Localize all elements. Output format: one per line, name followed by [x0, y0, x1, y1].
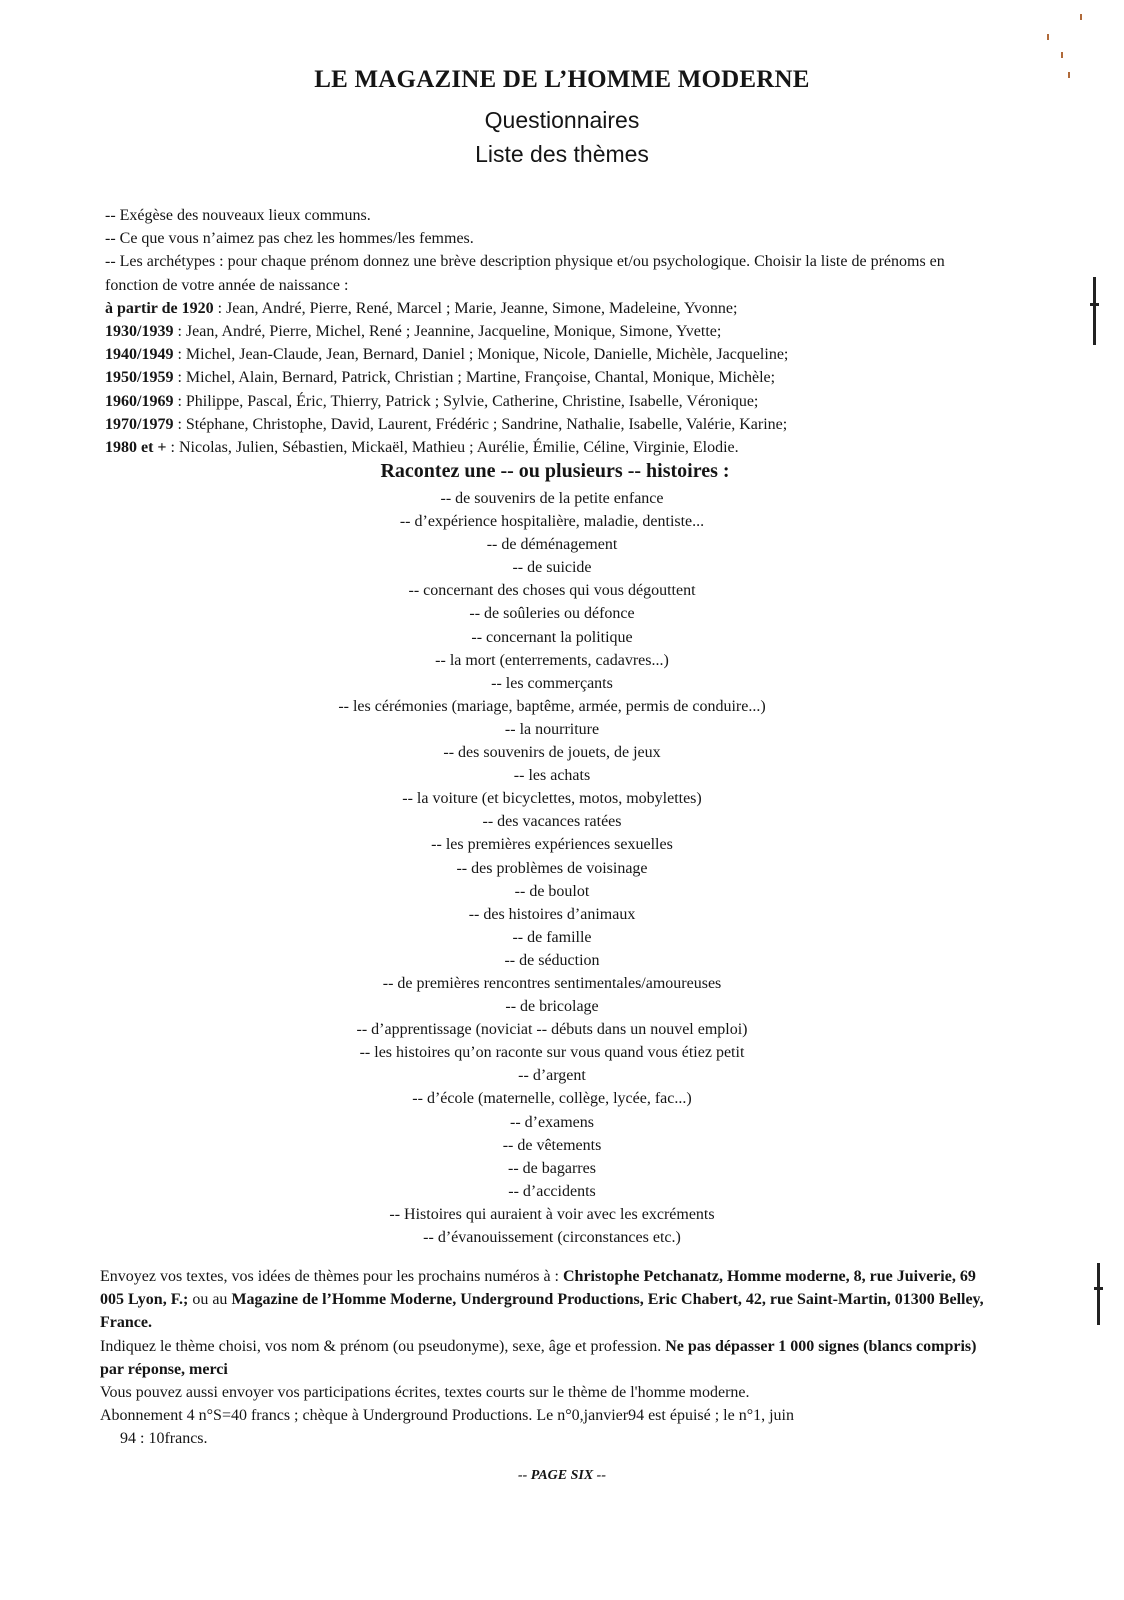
- list-item: -- les cérémonies (mariage, baptême, armée, permis de conduire...): [338, 697, 766, 715]
- paper-speck: [1047, 34, 1049, 40]
- paper-speck: [1068, 72, 1070, 78]
- list-item: -- de boulot: [514, 882, 590, 900]
- paper-speck: [1080, 14, 1082, 20]
- address-lyon: Christophe Petchanatz, Homme moderne, 8, rue Juiverie, 69 005 Lyon, F.;: [100, 1268, 976, 1309]
- names-period: à partir de 1920: [105, 299, 214, 317]
- names-row: [105, 390, 975, 413]
- stories-heading: Racontez une -- ou plusieurs -- histoires :: [380, 460, 730, 482]
- list-item: -- la mort (enterrements, cadavres...): [435, 651, 669, 669]
- list-item: -- les commerçants: [491, 674, 613, 692]
- names-period: 1960/1969: [105, 392, 174, 410]
- list-item: -- des histoires d’animaux: [468, 905, 636, 923]
- names-row: [105, 366, 975, 389]
- length-limit: Ne pas dépasser 1 000 signes (blancs compris) par réponse, merci: [100, 1337, 977, 1378]
- list-item: -- de suicide: [512, 559, 592, 577]
- binding-mark: [1093, 277, 1096, 345]
- intro-line: -- Exégèse des nouveaux lieux communs.: [105, 207, 371, 224]
- indicate-instructions: [100, 1335, 1000, 1381]
- list-item: -- Histoires qui auraient à voir avec les excréments: [389, 1205, 715, 1223]
- names-row: [105, 436, 975, 459]
- subscription-text: Abonnement 4 n°S=40 francs ; chèque à Underground Productions. Le n°0,janvier94 est épuisé ; le n°1, juin: [100, 1407, 794, 1425]
- binding-mark: [1097, 1263, 1100, 1325]
- list-item: -- d’évanouissement (circonstances etc.): [423, 1229, 681, 1246]
- names-period: 1950/1959: [105, 369, 174, 387]
- names-list: : Nicolas, Julien, Sébastien, Mickaël, Mathieu ; Aurélie, Émilie, Céline, Virginie, Elodie.: [166, 439, 739, 457]
- page-number: -- PAGE SIX --: [517, 1468, 607, 1483]
- list-item: -- concernant des choses qui vous dégouttent: [408, 582, 696, 600]
- list-item: -- de premières rencontres sentimentales/amoureuses: [382, 974, 722, 992]
- list-item: -- de vêtements: [502, 1136, 602, 1154]
- list-item: -- d’examens: [510, 1113, 594, 1131]
- list-item: -- des vacances ratées: [482, 813, 622, 831]
- list-item: -- de bagarres: [508, 1159, 596, 1177]
- list-item: -- d’argent: [518, 1067, 586, 1085]
- list-item: -- les achats: [513, 767, 591, 785]
- theme-list: [0, 487, 1104, 1249]
- list-item: -- concernant la politique: [471, 628, 633, 646]
- list-item: -- les histoires qu’on raconte sur vous quand vous étiez petit: [359, 1044, 745, 1062]
- list-item: -- la voiture (et bicyclettes, motos, mobylettes): [402, 790, 702, 808]
- binding-mark: [1090, 303, 1099, 306]
- names-list: : Jean, André, Pierre, Michel, René ; Jeannine, Jacqueline, Monique, Simone, Yvette;: [173, 323, 722, 341]
- names-period: 1930/1939: [105, 323, 174, 341]
- names-row: [105, 413, 975, 436]
- submission-info: [100, 1265, 1000, 1451]
- list-item: -- d’école (maternelle, collège, lycée, fac...): [412, 1090, 692, 1108]
- paper-speck: [1061, 52, 1063, 58]
- list-item: -- de bricolage: [505, 998, 599, 1016]
- list-item: -- d’apprentissage (noviciat -- débuts dans un nouvel emploi): [356, 1021, 748, 1039]
- list-item: -- de famille: [512, 928, 592, 946]
- also-send-text: Vous pouvez aussi envoyer vos participations écrites, textes courts sur le thème de l'homme moderne.: [100, 1384, 750, 1402]
- subscription-price: 94 : 10francs.: [120, 1430, 208, 1448]
- list-item: -- de soûleries ou défonce: [469, 605, 635, 623]
- names-row: [105, 343, 975, 366]
- page-title: LE MAGAZINE DE L’HOMME MODERNE: [314, 66, 810, 93]
- names-list: : Philippe, Pascal, Éric, Thierry, Patrick ; Sylvie, Catherine, Christine, Isabelle, Véronique;: [173, 392, 759, 410]
- names-list: : Michel, Alain, Bernard, Patrick, Christian ; Martine, Françoise, Chantal, Monique, Michèle;: [173, 369, 776, 387]
- names-period: 1940/1949: [105, 346, 174, 364]
- names-list: : Michel, Jean-Claude, Jean, Bernard, Daniel ; Monique, Nicole, Danielle, Michèle, Jacqueline;: [173, 346, 789, 364]
- binding-mark: [1094, 1287, 1103, 1290]
- list-item: -- des problèmes de voisinage: [456, 859, 648, 877]
- intro-section: [105, 204, 975, 459]
- subtitle-theme-list: Liste des thèmes: [475, 141, 649, 167]
- address-belley: Magazine de l’Homme Moderne, Underground Productions, Eric Chabert, 42, rue Saint-Martin, 01300 Belley, France.: [100, 1291, 984, 1332]
- list-item: -- de séduction: [504, 951, 600, 969]
- list-item: -- de déménagement: [486, 536, 618, 554]
- list-item: -- de souvenirs de la petite enfance: [440, 490, 664, 507]
- list-item: -- la nourriture: [504, 720, 600, 738]
- subtitle-questionnaires: Questionnaires: [484, 107, 640, 133]
- names-period: 1970/1979: [105, 415, 174, 433]
- send-intro: Envoyez vos textes, vos idées de thèmes pour les prochains numéros à :: [100, 1268, 563, 1285]
- list-item: -- d’accidents: [508, 1182, 596, 1200]
- names-period: 1980 et +: [105, 439, 167, 457]
- send-instructions: [100, 1265, 1000, 1335]
- names-row: [105, 320, 975, 343]
- intro-archetypes: -- Les archétypes : pour chaque prénom donnez une brève description physique et/ou psychologique. Choisir la liste de prénoms en fonction de votre année de naissance :: [105, 253, 945, 294]
- names-list: : Stéphane, Christophe, David, Laurent, Frédéric ; Sandrine, Nathalie, Isabelle, Valérie, Karine;: [173, 415, 788, 433]
- names-row: [105, 297, 975, 320]
- list-item: -- les premières expériences sexuelles: [431, 836, 673, 854]
- names-list: : Jean, André, Pierre, René, Marcel ; Marie, Jeanne, Simone, Madeleine, Yvonne;: [213, 299, 738, 317]
- list-item: -- des souvenirs de jouets, de jeux: [443, 744, 661, 762]
- indicate-text: Indiquez le thème choisi, vos nom & prénom (ou pseudonyme), sexe, âge et profession.: [100, 1337, 666, 1355]
- or-text: ou au: [188, 1291, 232, 1309]
- intro-line: -- Ce que vous n’aimez pas chez les hommes/les femmes.: [105, 230, 474, 248]
- list-item: -- d’expérience hospitalière, maladie, dentiste...: [399, 513, 705, 531]
